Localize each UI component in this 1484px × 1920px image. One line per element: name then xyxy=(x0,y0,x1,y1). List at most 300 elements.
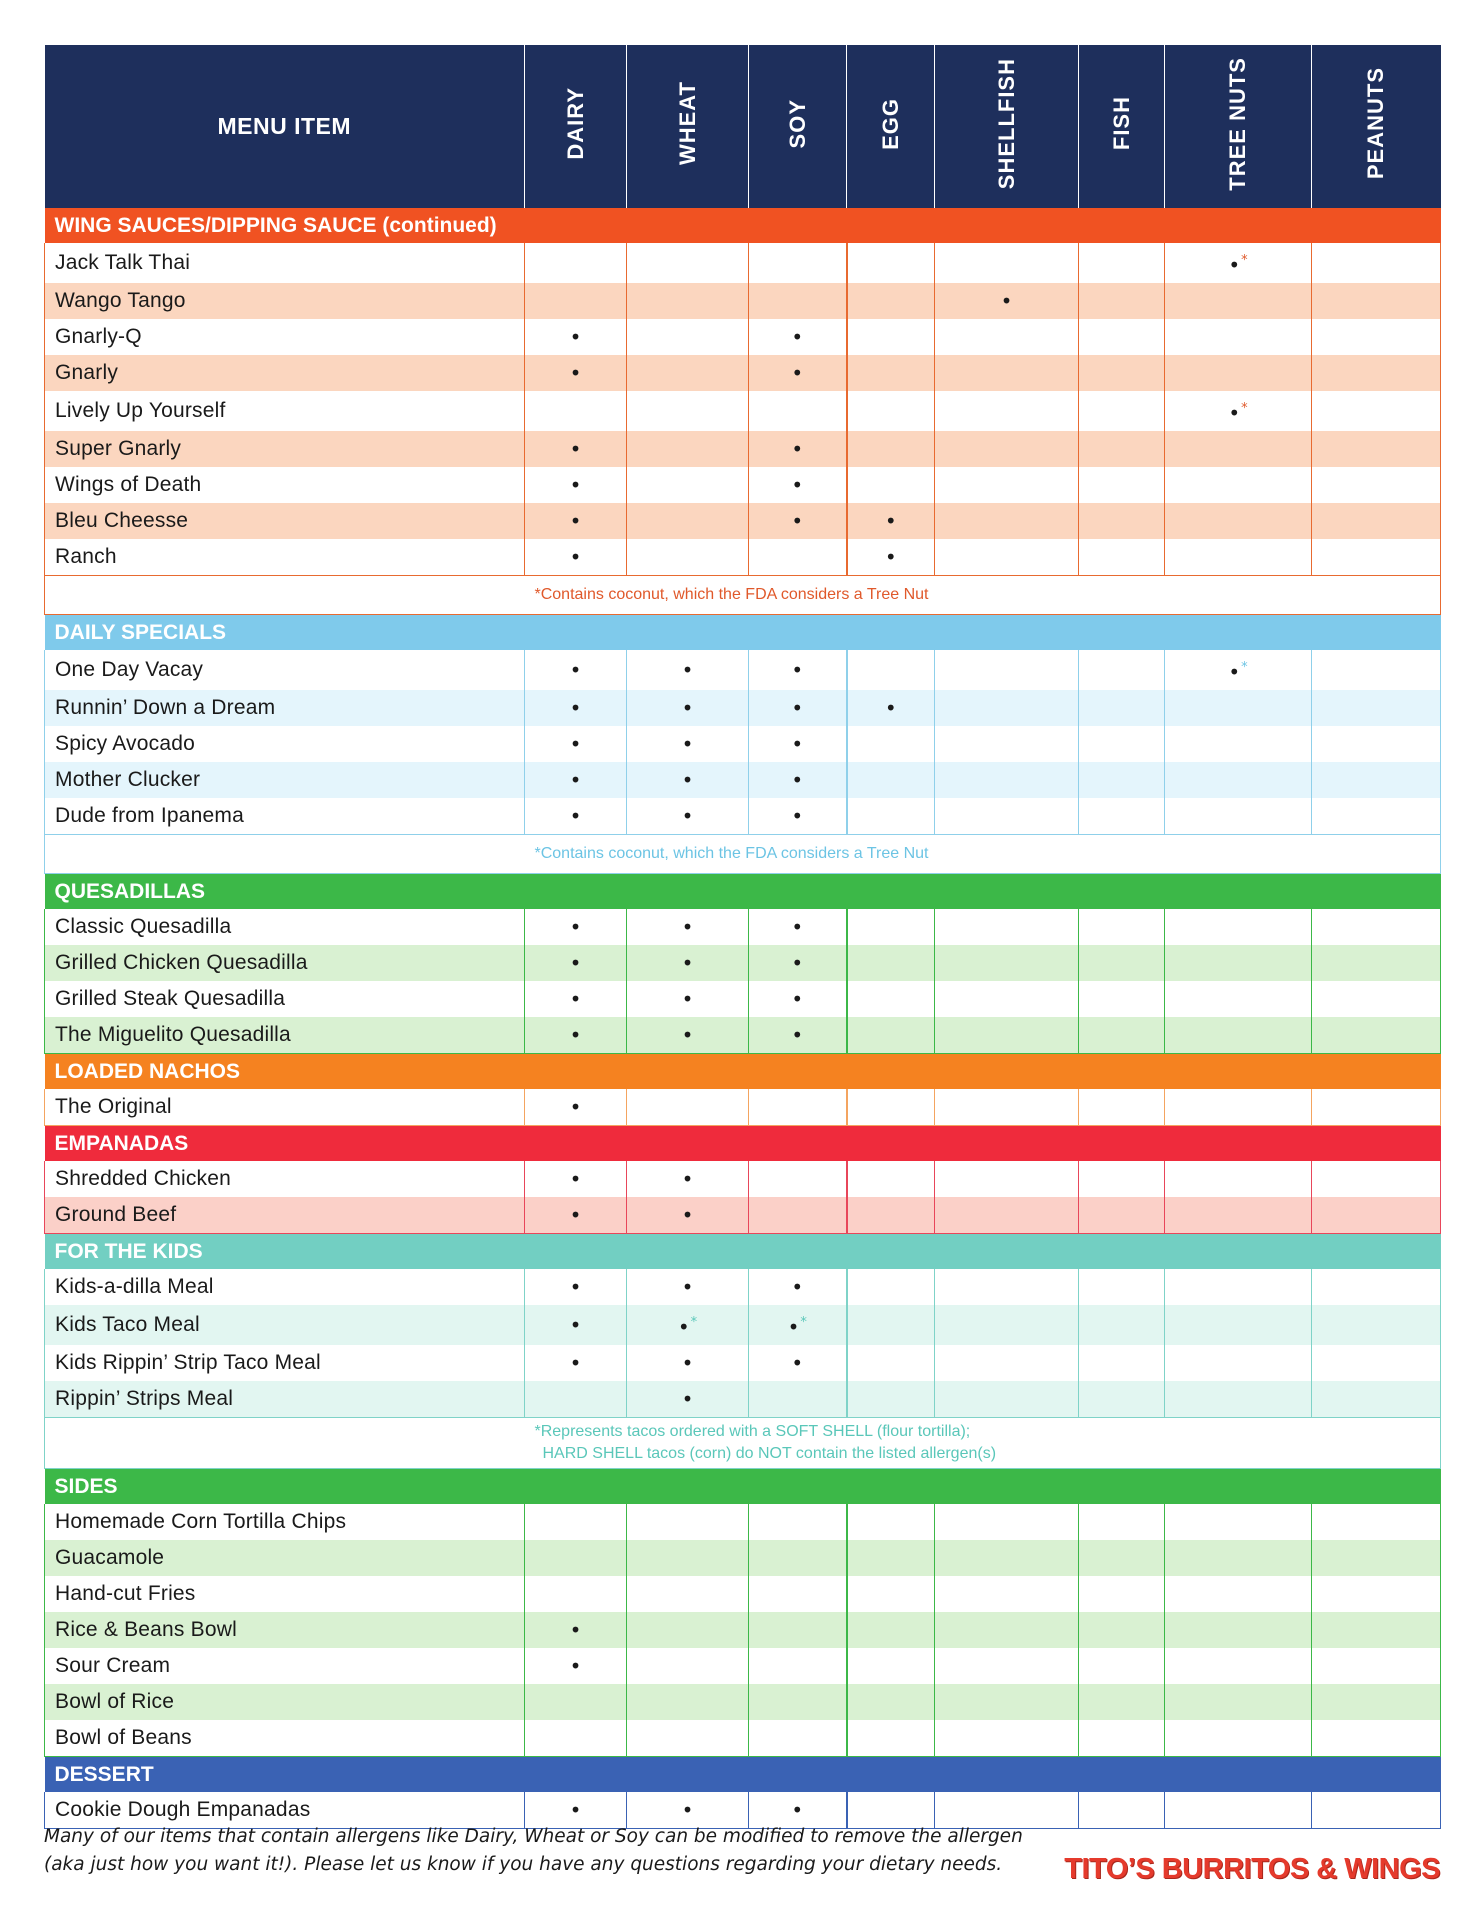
allergen-dot: • xyxy=(569,509,582,533)
allergen-cell-soy xyxy=(749,798,847,835)
section-header-kids xyxy=(45,1234,1441,1270)
brand-logo: TITO’S BURRITOS & WINGS xyxy=(1064,1853,1440,1885)
allergen-cell-fish xyxy=(1079,319,1165,355)
table-row xyxy=(45,1161,1441,1197)
allergen-cell-egg xyxy=(847,798,935,835)
allergen-cell-peanuts xyxy=(1312,539,1441,576)
allergen-cell-egg xyxy=(847,319,935,355)
section-header-sides xyxy=(45,1469,1441,1505)
allergen-cell-egg xyxy=(847,1305,935,1345)
allergen-dot: • xyxy=(569,1023,582,1047)
allergen-cell-dairy xyxy=(525,798,627,835)
allergen-cell-peanuts xyxy=(1312,1720,1441,1757)
table-row xyxy=(45,1345,1441,1381)
allergen-dot: • xyxy=(569,732,582,756)
header-egg xyxy=(847,45,935,208)
footnote-asterisk: * xyxy=(1241,401,1248,416)
allergen-cell-egg xyxy=(847,1576,935,1612)
menu-item-name: Ground Beef xyxy=(45,1197,525,1234)
allergen-cell-dairy xyxy=(525,726,627,762)
allergen-dot: • xyxy=(569,1654,582,1678)
menu-item-name: Mother Clucker xyxy=(45,762,525,798)
allergen-cell-soy xyxy=(749,1684,847,1720)
allergen-cell-tree-nuts xyxy=(1165,1161,1312,1197)
allergen-cell-fish xyxy=(1079,503,1165,539)
allergen-cell-tree-nuts xyxy=(1165,503,1312,539)
allergen-cell-tree-nuts xyxy=(1165,1792,1312,1829)
allergen-cell-shellfish xyxy=(935,1197,1079,1234)
allergen-dot: • xyxy=(569,1618,582,1642)
allergen-cell-egg xyxy=(847,1540,935,1576)
allergen-cell-soy xyxy=(749,1197,847,1234)
allergen-dot: • xyxy=(681,1203,694,1227)
allergen-cell-peanuts xyxy=(1312,1161,1441,1197)
allergen-cell-peanuts xyxy=(1312,283,1441,319)
allergen-dot: • xyxy=(791,658,804,682)
allergen-cell-peanuts xyxy=(1312,1576,1441,1612)
allergen-cell-soy xyxy=(749,391,847,431)
allergen-cell-shellfish xyxy=(935,391,1079,431)
table-row xyxy=(45,243,1441,283)
allergen-cell-fish xyxy=(1079,1792,1165,1829)
allergen-cell-peanuts xyxy=(1312,1345,1441,1381)
allergen-cell-soy xyxy=(749,319,847,355)
allergen-cell-peanuts xyxy=(1312,1089,1441,1126)
allergen-cell-shellfish xyxy=(935,431,1079,467)
allergen-cell-shellfish xyxy=(935,1540,1079,1576)
allergen-cell-tree-nuts xyxy=(1165,355,1312,391)
menu-item-name: Shredded Chicken xyxy=(45,1161,525,1197)
allergen-cell-soy xyxy=(749,283,847,319)
allergen-cell-soy xyxy=(749,1345,847,1381)
allergen-cell-egg xyxy=(847,283,935,319)
allergen-dot: • xyxy=(787,1315,800,1339)
allergen-cell-fish xyxy=(1079,690,1165,726)
allergen-cell-shellfish xyxy=(935,1648,1079,1684)
table-row xyxy=(45,1540,1441,1576)
allergen-dot: • xyxy=(681,1023,694,1047)
allergen-cell-tree-nuts xyxy=(1165,981,1312,1017)
allergen-cell-wheat xyxy=(627,243,749,283)
footnote-text xyxy=(525,835,1441,874)
allergen-cell-tree-nuts xyxy=(1165,431,1312,467)
allergen-cell-fish xyxy=(1079,283,1165,319)
allergen-cell-dairy xyxy=(525,945,627,981)
allergen-cell-peanuts xyxy=(1312,243,1441,283)
disclaimer-line-1: Many of our items that contain allergens like Dairy, Wheat or Soy can be modified to remove the allergen xyxy=(44,1826,1023,1847)
table-row xyxy=(45,1305,1441,1345)
allergen-cell-shellfish xyxy=(935,1381,1079,1418)
header-wheat-label: WHEAT xyxy=(674,81,700,166)
section-footnote xyxy=(45,576,1441,615)
allergen-dot: • xyxy=(569,696,582,720)
allergen-cell-fish xyxy=(1079,355,1165,391)
footnote-spacer xyxy=(45,576,525,615)
menu-item-name: Hand-cut Fries xyxy=(45,1576,525,1612)
allergen-dot: • xyxy=(791,915,804,939)
allergen-cell-soy xyxy=(749,1540,847,1576)
allergen-cell-tree-nuts xyxy=(1165,1540,1312,1576)
table-row xyxy=(45,1381,1441,1418)
allergen-cell-peanuts xyxy=(1312,1648,1441,1684)
allergen-dot: • xyxy=(884,696,897,720)
allergen-cell-fish xyxy=(1079,1345,1165,1381)
allergen-cell-peanuts xyxy=(1312,762,1441,798)
allergen-cell-tree-nuts xyxy=(1165,1684,1312,1720)
footnote-text xyxy=(525,1418,1441,1469)
allergen-cell-soy xyxy=(749,467,847,503)
allergen-cell-shellfish xyxy=(935,981,1079,1017)
allergen-dot: • xyxy=(791,951,804,975)
allergen-cell-shellfish xyxy=(935,1684,1079,1720)
footnote-spacer xyxy=(45,835,525,874)
table-row xyxy=(45,355,1441,391)
section-header-wing xyxy=(45,208,1441,243)
table-row xyxy=(45,1017,1441,1054)
section-title: QUESADILLAS xyxy=(45,874,1441,910)
allergen-cell-egg xyxy=(847,762,935,798)
allergen-dot: • xyxy=(681,951,694,975)
dietary-disclaimer xyxy=(44,1823,1084,1879)
disclaimer-line-2: (aka just how you want it!). Please let us know if you have any questions regarding your dietary needs. xyxy=(44,1854,1003,1875)
menu-item-name: Rice & Beans Bowl xyxy=(45,1612,525,1648)
allergen-cell-shellfish xyxy=(935,319,1079,355)
allergen-cell-fish xyxy=(1079,1720,1165,1757)
allergen-cell-tree-nuts xyxy=(1165,467,1312,503)
allergen-dot: • xyxy=(569,987,582,1011)
table-row xyxy=(45,1504,1441,1540)
menu-item-name: Rippin’ Strips Meal xyxy=(45,1381,525,1418)
allergen-cell-shellfish xyxy=(935,1161,1079,1197)
allergen-cell-peanuts xyxy=(1312,431,1441,467)
allergen-cell-wheat xyxy=(627,945,749,981)
allergen-cell-peanuts xyxy=(1312,467,1441,503)
allergen-cell-soy xyxy=(749,762,847,798)
allergen-cell-shellfish xyxy=(935,539,1079,576)
allergen-cell-tree-nuts xyxy=(1165,1345,1312,1381)
menu-item-name: Guacamole xyxy=(45,1540,525,1576)
allergen-dot: • xyxy=(1228,253,1241,277)
header-shellfish xyxy=(935,45,1079,208)
allergen-cell-fish xyxy=(1079,539,1165,576)
allergen-cell-dairy xyxy=(525,1684,627,1720)
allergen-cell-dairy xyxy=(525,981,627,1017)
allergen-dot: • xyxy=(681,804,694,828)
header-egg-label: EGG xyxy=(877,97,903,150)
table-body xyxy=(45,208,1441,1829)
allergen-dot: • xyxy=(1228,660,1241,684)
footnote-asterisk: * xyxy=(1241,253,1248,268)
allergen-cell-tree-nuts xyxy=(1165,798,1312,835)
allergen-cell-peanuts xyxy=(1312,690,1441,726)
allergen-cell-soy xyxy=(749,1269,847,1305)
allergen-cell-soy xyxy=(749,1089,847,1126)
footnote-line-2: HARD SHELL tacos (corn) do NOT contain the listed allergen(s) xyxy=(542,1445,997,1462)
allergen-dot: • xyxy=(569,1275,582,1299)
menu-item-name: Homemade Corn Tortilla Chips xyxy=(45,1504,525,1540)
allergen-dot: • xyxy=(569,473,582,497)
allergen-cell-soy xyxy=(749,981,847,1017)
footnote-asterisk: * xyxy=(690,1315,698,1330)
allergen-cell-soy xyxy=(749,243,847,283)
section-title: DAILY SPECIALS xyxy=(45,615,1441,651)
allergen-cell-wheat xyxy=(627,762,749,798)
allergen-cell-wheat xyxy=(627,798,749,835)
allergen-cell-shellfish xyxy=(935,762,1079,798)
allergen-cell-soy xyxy=(749,726,847,762)
allergen-cell-peanuts xyxy=(1312,1504,1441,1540)
header-peanuts xyxy=(1312,45,1441,208)
allergen-cell-tree-nuts xyxy=(1165,1648,1312,1684)
allergen-dot: • xyxy=(681,915,694,939)
allergen-cell-dairy xyxy=(525,1576,627,1612)
menu-item-name: One Day Vacay xyxy=(45,650,525,690)
allergen-cell-wheat xyxy=(627,1345,749,1381)
allergen-cell-egg xyxy=(847,726,935,762)
allergen-dot: • xyxy=(681,1387,694,1411)
allergen-dot: • xyxy=(791,361,804,385)
allergen-cell-egg xyxy=(847,467,935,503)
allergen-cell-fish xyxy=(1079,981,1165,1017)
table-row xyxy=(45,945,1441,981)
allergen-dot: • xyxy=(791,768,804,792)
allergen-dot: • xyxy=(791,437,804,461)
allergen-dot: • xyxy=(681,658,694,682)
allergen-cell-egg xyxy=(847,503,935,539)
allergen-cell-egg xyxy=(847,1345,935,1381)
allergen-cell-fish xyxy=(1079,1504,1165,1540)
menu-item-name: Lively Up Yourself xyxy=(45,391,525,431)
menu-item-name: Ranch xyxy=(45,539,525,576)
allergen-cell-wheat xyxy=(627,726,749,762)
allergen-cell-fish xyxy=(1079,1017,1165,1054)
allergen-cell-egg xyxy=(847,1017,935,1054)
allergen-cell-fish xyxy=(1079,1576,1165,1612)
allergen-cell-fish xyxy=(1079,1540,1165,1576)
table-row xyxy=(45,798,1441,835)
allergen-dot: • xyxy=(1000,289,1013,313)
allergen-cell-fish xyxy=(1079,909,1165,945)
allergen-cell-shellfish xyxy=(935,726,1079,762)
allergen-cell-soy xyxy=(749,909,847,945)
allergen-cell-dairy xyxy=(525,909,627,945)
allergen-cell-fish xyxy=(1079,1161,1165,1197)
allergen-cell-tree-nuts xyxy=(1165,945,1312,981)
allergen-cell-wheat xyxy=(627,909,749,945)
allergen-cell-egg xyxy=(847,909,935,945)
table-row xyxy=(45,909,1441,945)
section-title: WING SAUCES/DIPPING SAUCE (continued) xyxy=(45,208,1441,243)
allergen-cell-egg xyxy=(847,945,935,981)
menu-item-name: The Miguelito Quesadilla xyxy=(45,1017,525,1054)
allergen-dot: • xyxy=(569,768,582,792)
allergen-cell-dairy xyxy=(525,650,627,690)
allergen-cell-egg xyxy=(847,1684,935,1720)
allergen-dot: • xyxy=(681,1798,694,1822)
allergen-cell-tree-nuts xyxy=(1165,391,1312,431)
section-footnote xyxy=(45,1418,1441,1469)
allergen-cell-shellfish xyxy=(935,1720,1079,1757)
allergen-cell-shellfish xyxy=(935,1305,1079,1345)
allergen-cell-wheat xyxy=(627,1540,749,1576)
allergen-cell-fish xyxy=(1079,1269,1165,1305)
table-row xyxy=(45,1720,1441,1757)
allergen-dot: • xyxy=(681,732,694,756)
allergen-dot: • xyxy=(791,473,804,497)
allergen-dot: • xyxy=(884,545,897,569)
allergen-cell-egg xyxy=(847,1269,935,1305)
allergen-dot: • xyxy=(681,1167,694,1191)
allergen-cell-egg xyxy=(847,690,935,726)
allergen-cell-peanuts xyxy=(1312,1305,1441,1345)
allergen-cell-wheat xyxy=(627,1576,749,1612)
allergen-cell-egg xyxy=(847,1612,935,1648)
allergen-cell-dairy xyxy=(525,243,627,283)
allergen-cell-tree-nuts xyxy=(1165,1576,1312,1612)
allergen-cell-fish xyxy=(1079,1612,1165,1648)
allergen-dot: • xyxy=(569,1313,582,1337)
allergen-cell-shellfish xyxy=(935,1269,1079,1305)
menu-item-name: Jack Talk Thai xyxy=(45,243,525,283)
allergen-cell-fish xyxy=(1079,726,1165,762)
allergen-cell-wheat xyxy=(627,1017,749,1054)
allergen-cell-fish xyxy=(1079,1684,1165,1720)
header-row xyxy=(45,45,1441,208)
allergen-cell-shellfish xyxy=(935,503,1079,539)
allergen-cell-peanuts xyxy=(1312,1381,1441,1418)
allergen-cell-peanuts xyxy=(1312,1792,1441,1829)
allergen-cell-tree-nuts xyxy=(1165,690,1312,726)
header-wheat xyxy=(627,45,749,208)
menu-item-name: Dude from Ipanema xyxy=(45,798,525,835)
table-row xyxy=(45,981,1441,1017)
allergen-cell-soy xyxy=(749,431,847,467)
allergen-dot: • xyxy=(681,768,694,792)
header-tree-nuts xyxy=(1165,45,1312,208)
allergen-cell-peanuts xyxy=(1312,1269,1441,1305)
section-title: LOADED NACHOS xyxy=(45,1054,1441,1090)
allergen-cell-peanuts xyxy=(1312,1017,1441,1054)
allergen-cell-tree-nuts xyxy=(1165,283,1312,319)
allergen-dot: • xyxy=(791,696,804,720)
allergen-cell-dairy xyxy=(525,503,627,539)
allergen-cell-dairy xyxy=(525,1089,627,1126)
allergen-cell-tree-nuts xyxy=(1165,539,1312,576)
allergen-cell-shellfish xyxy=(935,1089,1079,1126)
menu-item-name: Kids-a-dilla Meal xyxy=(45,1269,525,1305)
allergen-cell-shellfish xyxy=(935,243,1079,283)
menu-item-name: Super Gnarly xyxy=(45,431,525,467)
allergen-cell-wheat xyxy=(627,1089,749,1126)
section-header-dess xyxy=(45,1757,1441,1793)
allergen-cell-fish xyxy=(1079,1381,1165,1418)
allergen-cell-soy xyxy=(749,1017,847,1054)
header-fish xyxy=(1079,45,1165,208)
allergen-cell-fish xyxy=(1079,243,1165,283)
allergen-cell-wheat xyxy=(627,1504,749,1540)
allergen-dot: • xyxy=(791,732,804,756)
menu-item-name: Sour Cream xyxy=(45,1648,525,1684)
allergen-cell-dairy xyxy=(525,539,627,576)
allergen-cell-dairy xyxy=(525,1504,627,1540)
allergen-dot: • xyxy=(569,951,582,975)
header-fish-label: FISH xyxy=(1108,96,1134,151)
allergen-cell-dairy xyxy=(525,762,627,798)
allergen-cell-wheat xyxy=(627,650,749,690)
allergen-cell-peanuts xyxy=(1312,726,1441,762)
allergen-cell-dairy xyxy=(525,1305,627,1345)
allergen-cell-soy xyxy=(749,1161,847,1197)
table-row xyxy=(45,283,1441,319)
allergen-cell-wheat xyxy=(627,355,749,391)
allergen-cell-peanuts xyxy=(1312,1540,1441,1576)
allergen-dot: • xyxy=(569,1351,582,1375)
allergen-cell-shellfish xyxy=(935,945,1079,981)
header-soy-label: SOY xyxy=(784,98,810,149)
section-header-emp xyxy=(45,1126,1441,1162)
allergen-cell-soy xyxy=(749,503,847,539)
allergen-cell-peanuts xyxy=(1312,1197,1441,1234)
allergen-dot: • xyxy=(569,915,582,939)
allergen-cell-wheat xyxy=(627,539,749,576)
allergen-dot: • xyxy=(681,987,694,1011)
header-peanuts-label: PEANUTS xyxy=(1363,67,1389,180)
allergen-cell-soy xyxy=(749,945,847,981)
section-title: DESSERT xyxy=(45,1757,1441,1793)
allergen-cell-egg xyxy=(847,243,935,283)
allergen-cell-soy xyxy=(749,1612,847,1648)
menu-item-name: Kids Taco Meal xyxy=(45,1305,525,1345)
allergen-cell-shellfish xyxy=(935,650,1079,690)
table-row xyxy=(45,726,1441,762)
allergen-cell-egg xyxy=(847,981,935,1017)
allergen-cell-soy xyxy=(749,1504,847,1540)
table-row xyxy=(45,690,1441,726)
allergen-cell-fish xyxy=(1079,391,1165,431)
allergen-cell-soy xyxy=(749,1576,847,1612)
allergen-cell-peanuts xyxy=(1312,798,1441,835)
allergen-cell-egg xyxy=(847,1381,935,1418)
allergen-cell-peanuts xyxy=(1312,650,1441,690)
allergen-cell-soy xyxy=(749,1720,847,1757)
footnote-line-1: *Contains coconut, which the FDA considers a Tree Nut xyxy=(534,586,929,603)
section-title: SIDES xyxy=(45,1469,1441,1505)
allergen-cell-soy xyxy=(749,1381,847,1418)
allergen-dot: • xyxy=(791,1351,804,1375)
footnote-spacer xyxy=(45,1418,525,1469)
allergen-cell-dairy xyxy=(525,690,627,726)
table-row xyxy=(45,650,1441,690)
allergen-cell-soy xyxy=(749,355,847,391)
table-row xyxy=(45,431,1441,467)
footnote-line-1: *Contains coconut, which the FDA considers a Tree Nut xyxy=(534,845,929,862)
menu-item-name: Bowl of Beans xyxy=(45,1720,525,1757)
allergen-cell-shellfish xyxy=(935,909,1079,945)
table-row xyxy=(45,1089,1441,1126)
table-row xyxy=(45,391,1441,431)
menu-item-name: Bowl of Rice xyxy=(45,1684,525,1720)
footnote-asterisk: * xyxy=(1241,660,1248,675)
allergen-cell-shellfish xyxy=(935,798,1079,835)
allergen-cell-shellfish xyxy=(935,1345,1079,1381)
allergen-cell-tree-nuts xyxy=(1165,650,1312,690)
section-header-nach xyxy=(45,1054,1441,1090)
allergen-cell-tree-nuts xyxy=(1165,909,1312,945)
allergen-cell-fish xyxy=(1079,798,1165,835)
allergen-cell-egg xyxy=(847,1504,935,1540)
allergen-cell-fish xyxy=(1079,945,1165,981)
allergen-cell-dairy xyxy=(525,319,627,355)
